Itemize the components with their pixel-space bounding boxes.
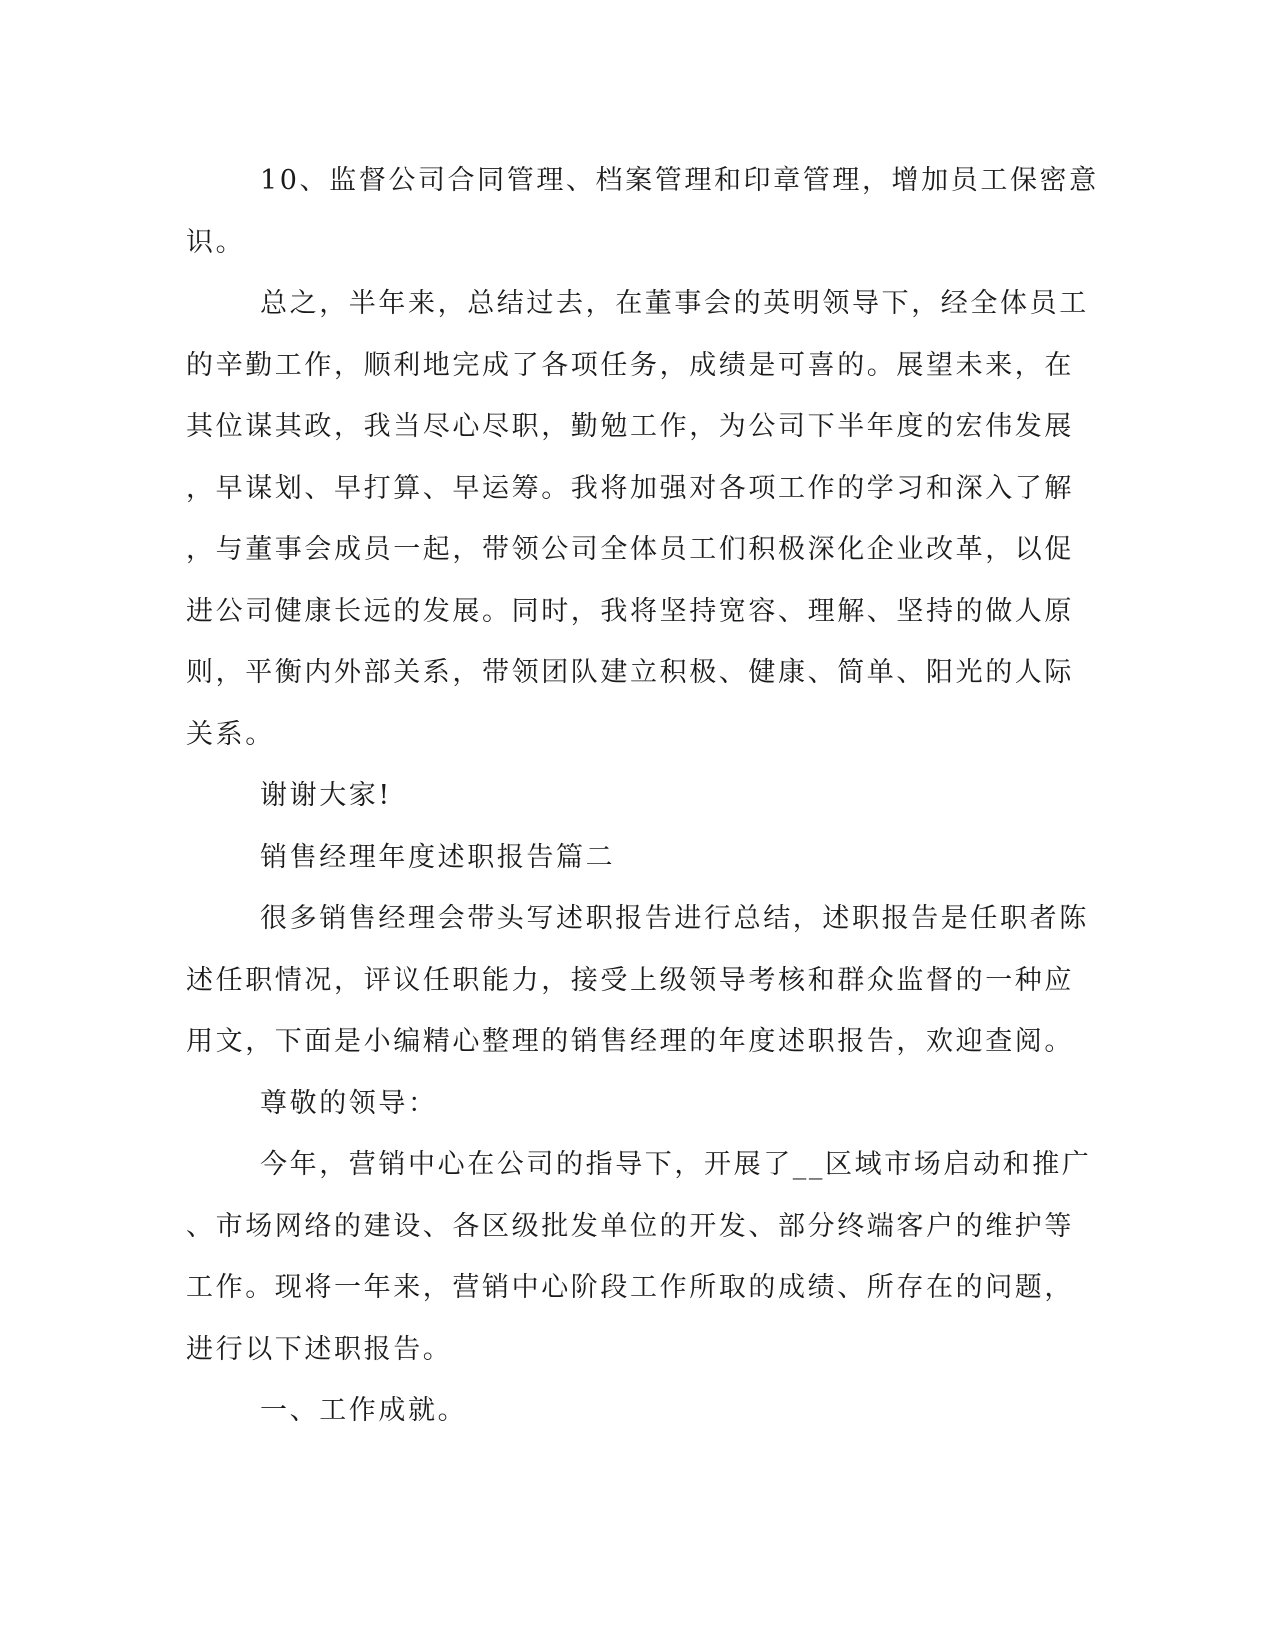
text-line: 进公司健康长远的发展。同时，我将坚持宽容、理解、坚持的做人原: [186, 595, 1074, 627]
section-heading: [186, 827, 1066, 889]
text-line: 10、监督公司合同管理、档案管理和印章管理，增加员工保密意: [260, 165, 1099, 196]
text-line: 的辛勤工作，顺利地完成了各项任务，成绩是可喜的。展望未来，在: [186, 349, 1074, 381]
text-line: 则，平衡内外部关系，带领团队建立积极、健康、简单、阳光的人际: [186, 657, 1074, 688]
text-line: 关系。: [186, 718, 275, 750]
heading-text: 销售经理年度述职报告篇二: [260, 841, 616, 873]
text-line: 、市场网络的建设、各区级批发单位的开发、部分终端客户的维护等: [186, 1210, 1074, 1242]
paragraph-intro: [186, 888, 1089, 1073]
paragraph-salutation: [186, 1073, 1066, 1135]
text-line: 今年，营销中心在公司的指导下，开展了__区域市场启动和推广: [260, 1149, 1092, 1180]
subsection-heading: [186, 1380, 1066, 1442]
paragraph-thanks: [186, 765, 1066, 827]
paragraph-contract-management: [186, 150, 1099, 273]
text-line: 述任职情况，评议任职能力，接受上级领导考核和群众监督的一种应: [186, 964, 1074, 996]
text-line: 进行以下述职报告。: [186, 1333, 453, 1365]
document-body: [186, 150, 1099, 1442]
text-line: 很多销售经理会带头写述职报告进行总结，述职报告是任职者陈: [260, 903, 1089, 934]
text-line: 用文，下面是小编精心整理的销售经理的年度述职报告，欢迎查阅。: [186, 1026, 1074, 1057]
text-line: 谢谢大家!: [260, 780, 392, 811]
text-line: ，早谋划、早打算、早运筹。我将加强对各项工作的学习和深入了解: [186, 472, 1074, 504]
text-line: 其位谋其政，我当尽心尽职，勤勉工作，为公司下半年度的宏伟发展: [186, 411, 1074, 442]
text-line: ，与董事会成员一起，带领公司全体员工们积极深化企业改革，以促: [186, 534, 1074, 565]
text-line: 总之，半年来，总结过去，在董事会的英明领导下，经全体员工: [260, 288, 1089, 319]
text-line: 尊敬的领导：: [260, 1087, 438, 1119]
heading-text: 一、工作成就。: [260, 1395, 468, 1426]
paragraph-summary: [186, 273, 1089, 765]
text-line: 工作。现将一年来，营销中心阶段工作所取的成绩、所存在的问题，: [186, 1272, 1074, 1303]
paragraph-report-opening: [186, 1134, 1092, 1380]
text-line: 识。: [186, 226, 246, 258]
